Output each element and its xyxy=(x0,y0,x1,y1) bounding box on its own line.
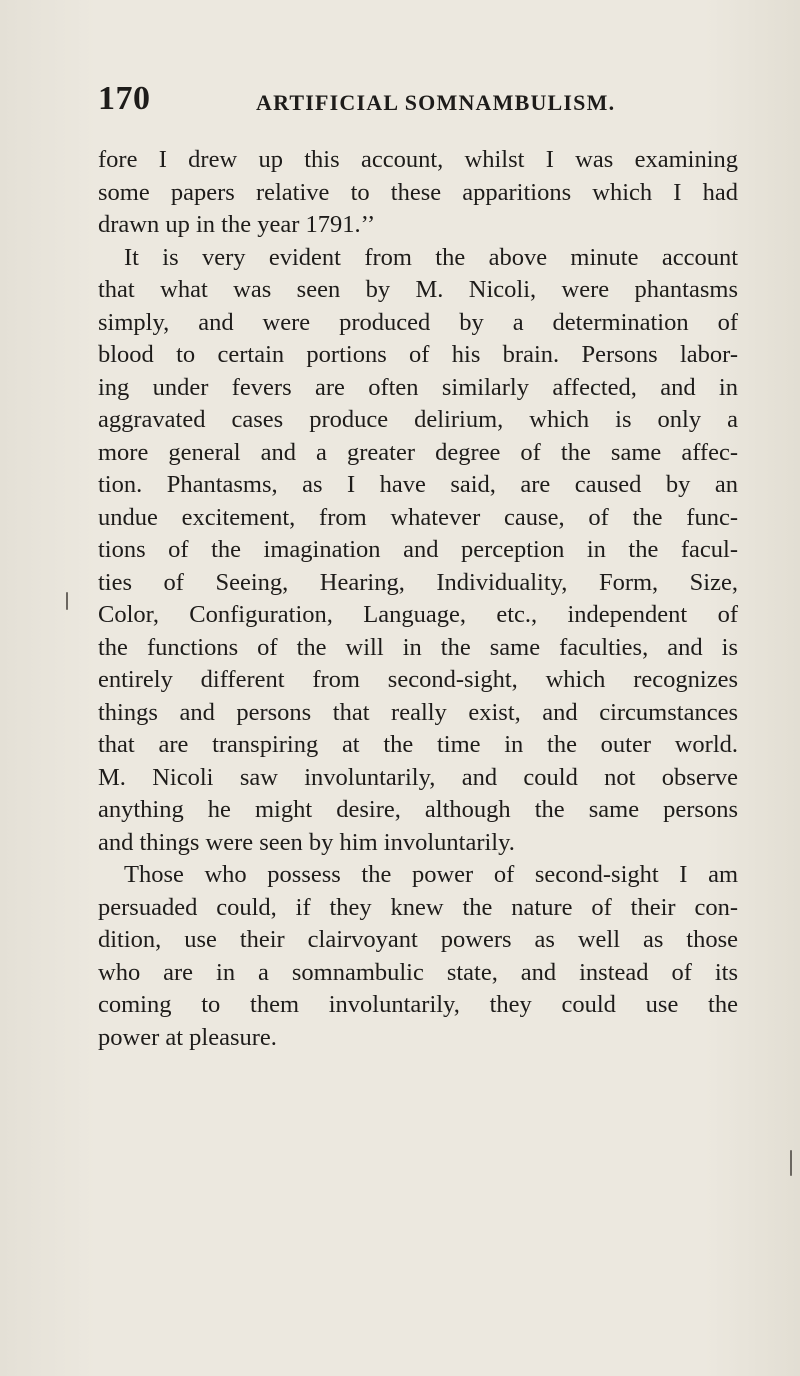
text-line: fore I drew up this account, whilst I was examining xyxy=(98,146,738,173)
text-line: entirely different from second-sight, which recognizes xyxy=(98,666,738,693)
page-number: 170 xyxy=(98,80,151,117)
text-line: tion. Phantasms, as I have said, are caused by an xyxy=(98,471,738,498)
text-line: that what was seen by M. Nicoli, were phantasms xyxy=(98,276,738,303)
text-line: tions of the imagination and perception in the facul- xyxy=(98,536,738,563)
text-line: blood to certain portions of his brain. Persons labor- xyxy=(98,341,738,368)
text-line: ties of Seeing, Hearing, Individuality, Form, Size, xyxy=(98,568,738,596)
body-text xyxy=(98,144,738,1054)
page-header xyxy=(98,80,738,124)
text-line: Those who possess the power of second-sight I am xyxy=(124,861,738,888)
text-line: some papers relative to these apparitions which I had xyxy=(98,178,738,206)
text-line: drawn up in the year 1791.’’ xyxy=(98,211,376,238)
text-line: M. Nicoli saw involuntarily, and could not observe xyxy=(98,763,738,791)
text-line: coming to them involuntarily, they could use the xyxy=(98,991,738,1018)
text-line: more general and a greater degree of the same affec- xyxy=(98,438,738,466)
text-line: the functions of the will in the same faculties, and is xyxy=(98,633,738,661)
margin-mark xyxy=(66,592,68,610)
text-line: that are transpiring at the time in the outer world. xyxy=(98,731,738,758)
text-line: undue excitement, from whatever cause, of the func- xyxy=(98,503,738,531)
text-line: who are in a somnambulic state, and instead of its xyxy=(98,958,738,986)
text-line: things and persons that really exist, and circumstances xyxy=(98,698,738,726)
text-line: It is very evident from the above minute account xyxy=(124,243,738,271)
running-title: ARTIFICIAL SOMNAMBULISM. xyxy=(256,90,616,115)
text-line: anything he might desire, although the same persons xyxy=(98,796,738,823)
text-line: dition, use their clairvoyant powers as well as those xyxy=(98,926,738,953)
margin-mark xyxy=(790,1150,792,1176)
text-line: aggravated cases produce delirium, which is only a xyxy=(98,406,738,433)
text-line: and things were seen by him involuntarily. xyxy=(98,828,515,856)
text-line: power at pleasure. xyxy=(98,1023,277,1051)
text-line: persuaded could, if they knew the nature of their con- xyxy=(98,893,738,921)
text-line: simply, and were produced by a determination of xyxy=(98,308,738,336)
text-line: Color, Configuration, Language, etc., independent of xyxy=(98,601,738,628)
text-line: ing under fevers are often similarly affected, and in xyxy=(98,373,738,401)
